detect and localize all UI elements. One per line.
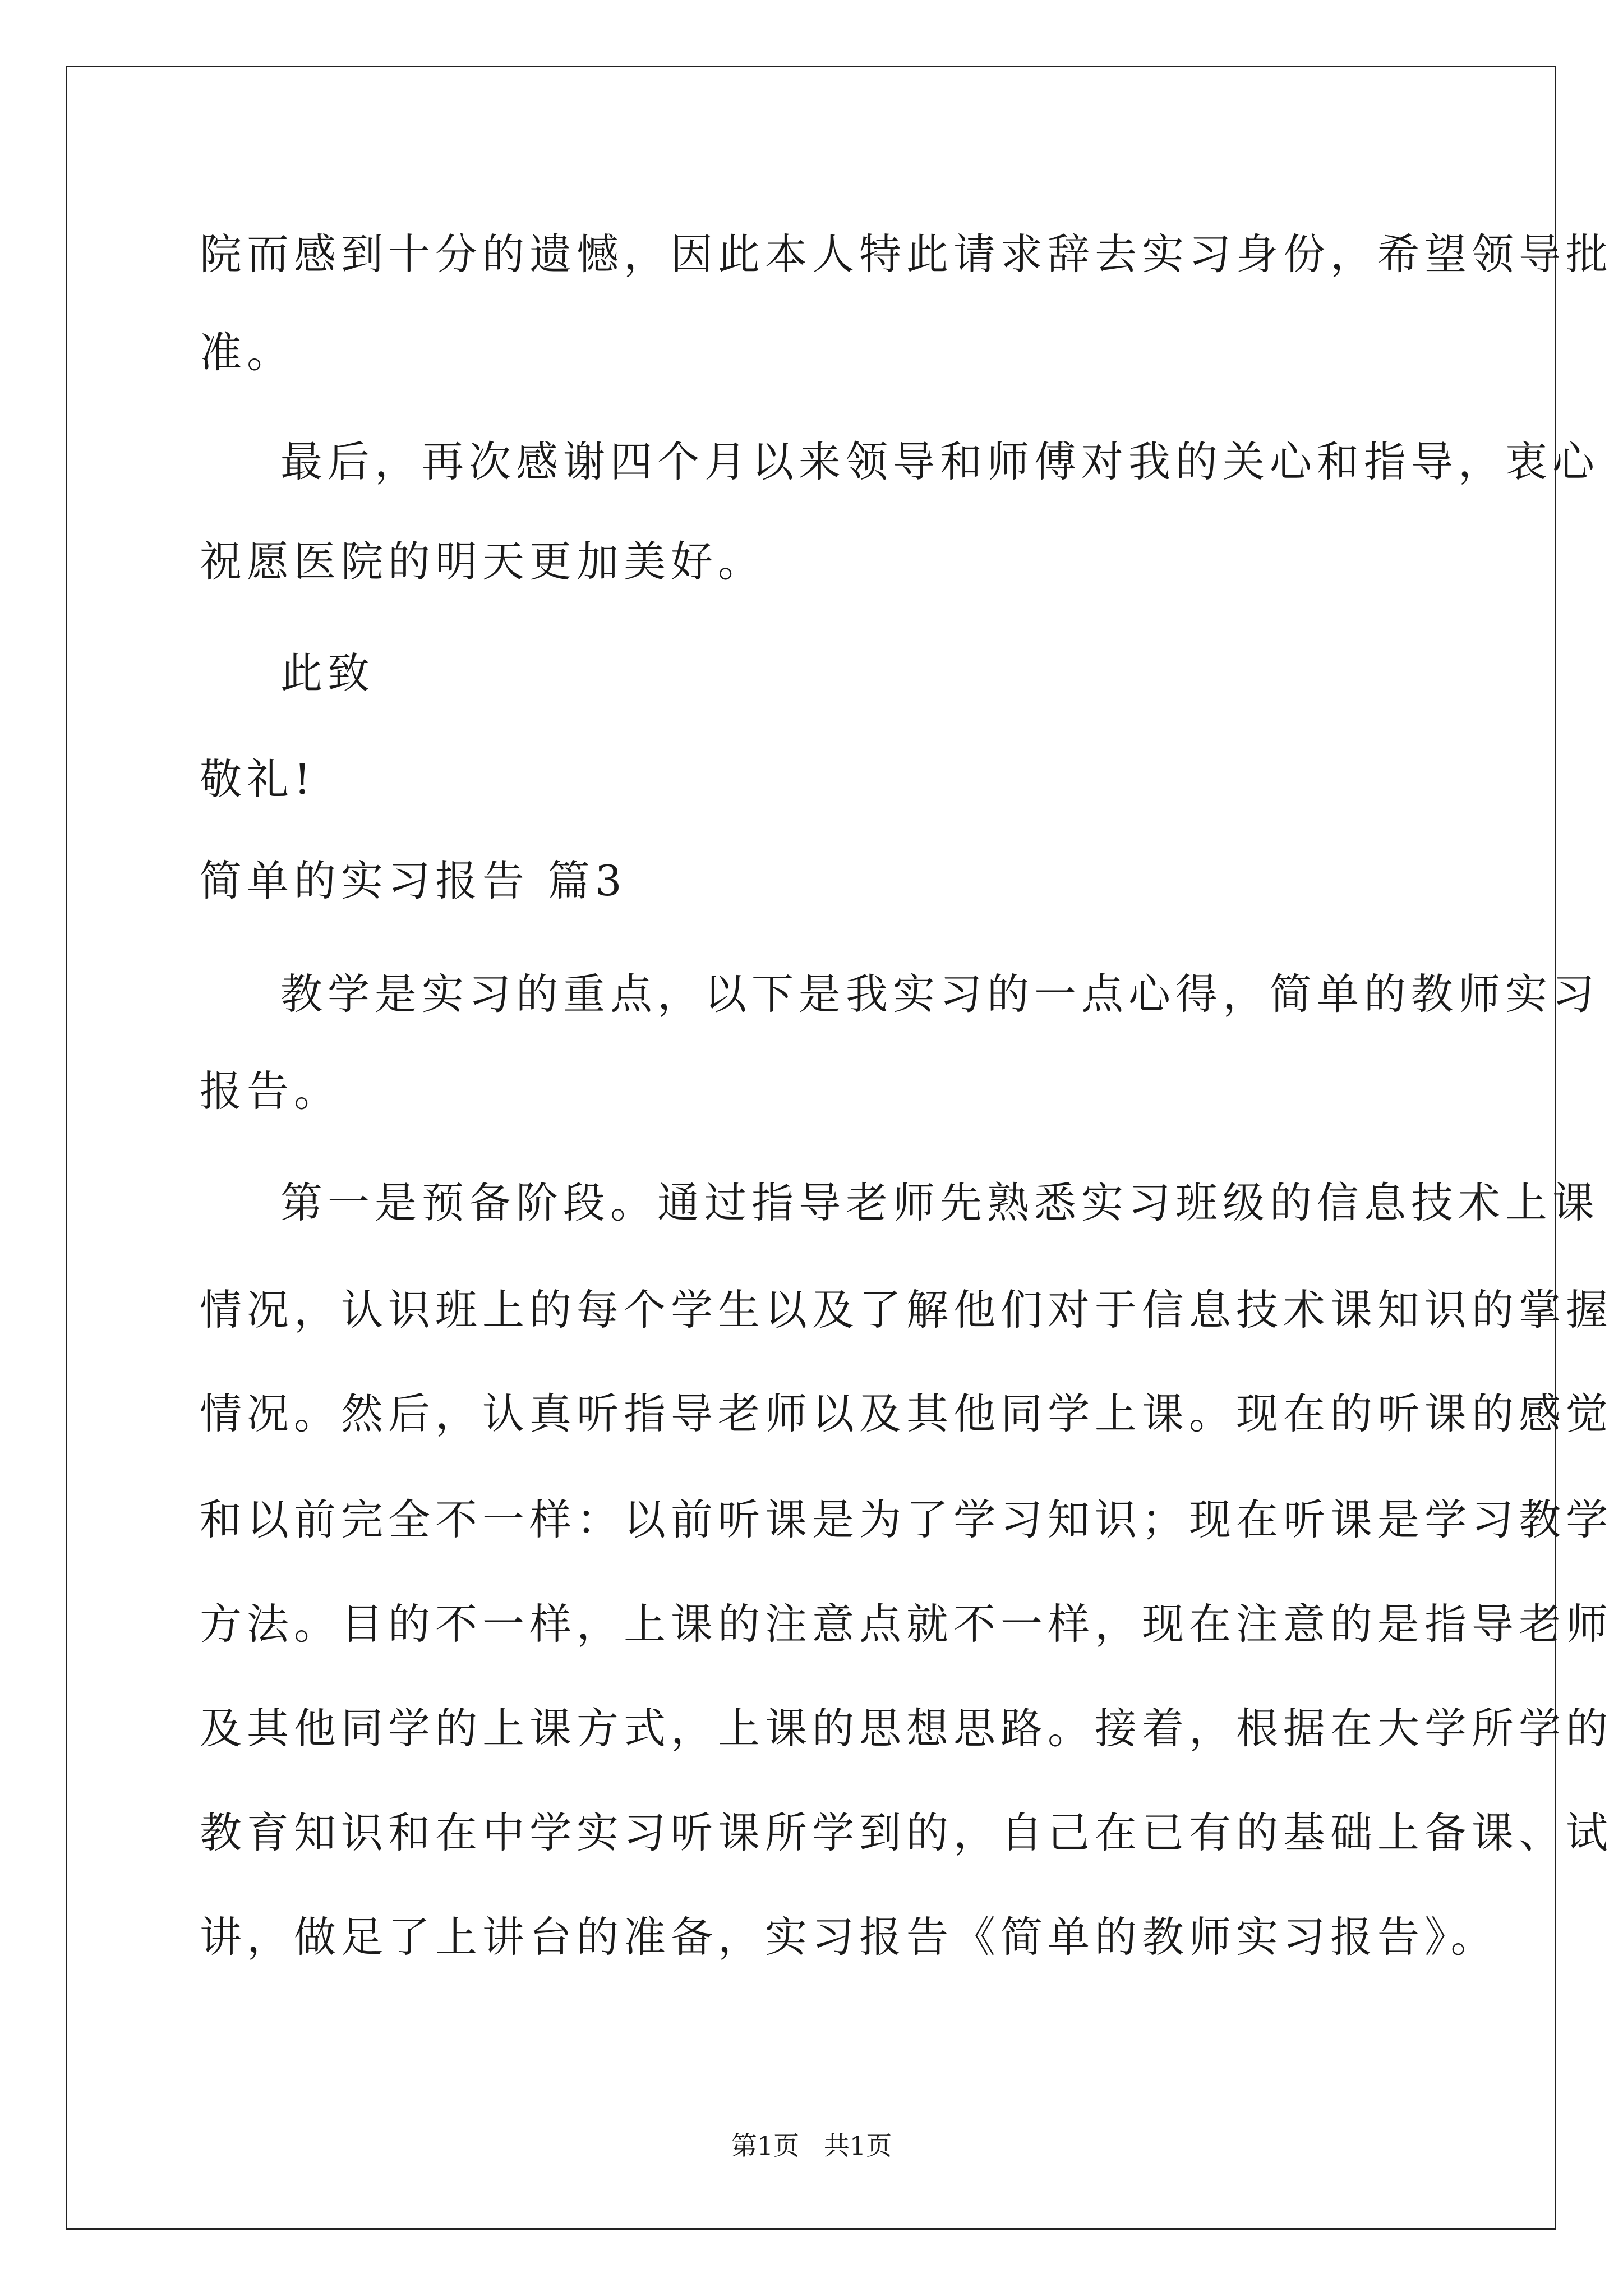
body-line-12: 情况。然后，认真听指导老师以及其他同学上课。现在的听课的感觉 [200,1389,1613,1438]
body-line-2: 准。 [200,328,294,377]
body-line-10: 第一是预备阶段。通过指导老师先熟悉实习班级的信息技术上课 [280,1178,1600,1227]
page-frame [66,66,1556,2230]
body-line-11: 情况，认识班上的每个学生以及了解他们对于信息技术课知识的掌握 [200,1285,1613,1335]
section-heading: 简单的实习报告 篇3 [200,856,627,905]
body-line-8: 教学是实习的重点，以下是我实习的一点心得，简单的教师实习 [280,969,1600,1019]
body-line-3: 最后，再次感谢四个月以来领导和师傅对我的关心和指导，衷心 [280,437,1600,486]
page-footer: 第1页 共1页 [731,2131,892,2161]
salutation-line: 此致 [280,648,375,698]
body-line-17: 讲，做足了上讲台的准备，实习报告《简单的教师实习报告》。 [200,1912,1498,1962]
body-line-16: 教育知识和在中学实习听课所学到的，自己在已有的基础上备课、试 [200,1808,1613,1857]
body-line-4: 祝愿医院的明天更加美好。 [200,537,766,586]
body-line-15: 及其他同学的上课方式，上课的思想思路。接着，根据在大学所学的 [200,1704,1613,1753]
body-line-1: 院而感到十分的遗憾，因此本人特此请求辞去实习身份，希望领导批 [200,229,1613,279]
body-line-13: 和以前完全不一样：以前听课是为了学习知识；现在听课是学习教学 [200,1495,1613,1544]
closing-line: 敬礼! [200,754,316,804]
body-line-9: 报告。 [200,1066,342,1116]
body-line-14: 方法。目的不一样，上课的注意点就不一样，现在注意的是指导老师 [200,1599,1613,1649]
